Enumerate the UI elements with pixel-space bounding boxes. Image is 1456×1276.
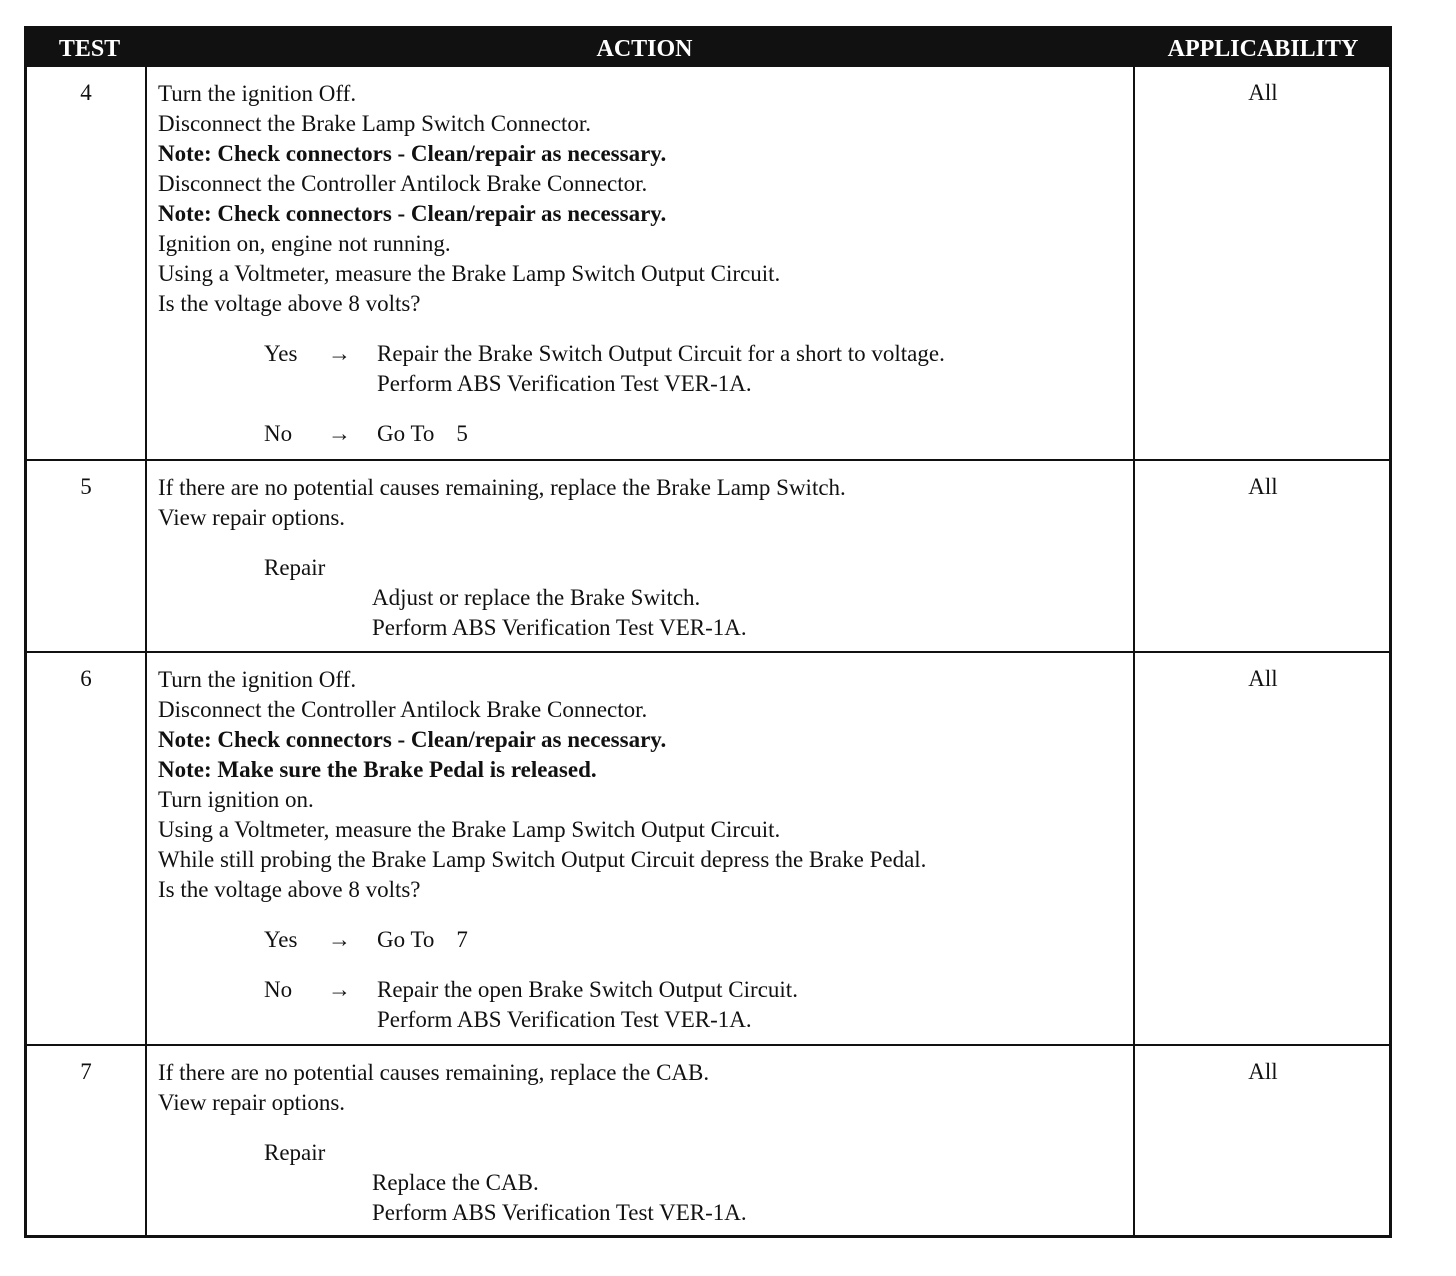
repair-text: Perform ABS Verification Test VER-1A. [372, 615, 747, 640]
arrow-right-icon: → [328, 341, 351, 366]
header-test: TEST [58, 36, 121, 62]
applicability-cell: All [1248, 80, 1278, 105]
note-text: Note: Check connectors - Clean/repair as necessary. [158, 141, 667, 166]
step-text: If there are no potential causes remaining, replace the Brake Lamp Switch. [158, 475, 846, 500]
repair-label: Repair [264, 555, 326, 580]
repair-text: Perform ABS Verification Test VER-1A. [372, 1200, 747, 1225]
no-label: No [264, 421, 293, 446]
step-text: Disconnect the Controller Antilock Brake Connector. [158, 171, 648, 196]
action-cell [149, 1046, 1135, 1235]
table-row [27, 67, 1389, 461]
test-number: 5 [27, 461, 147, 651]
table-row [27, 653, 1389, 1046]
step-text: Ignition on, engine not running. [158, 231, 451, 256]
question-text: Is the voltage above 8 volts? [158, 291, 421, 316]
repair-text: Adjust or replace the Brake Switch. [372, 585, 701, 610]
view-repair-options[interactable]: View repair options. [158, 1090, 346, 1115]
applicability-cell: All [1248, 666, 1278, 691]
table-row [27, 1046, 1389, 1235]
header-applicability: APPLICABILITY [1167, 36, 1359, 62]
step-text: If there are no potential causes remaining, replace the CAB. [158, 1060, 710, 1085]
no-result [158, 975, 1133, 1005]
arrow-right-icon: → [328, 927, 351, 952]
no-action-text: Repair the open Brake Switch Output Circuit. [377, 977, 798, 1002]
view-repair-options[interactable]: View repair options. [158, 505, 346, 530]
no-result-continued [158, 1005, 1133, 1035]
yes-result-continued [158, 369, 1133, 399]
applicability-cell: All [1248, 1059, 1278, 1084]
step-text: While still probing the Brake Lamp Switch Output Circuit depress the Brake Pedal. [158, 847, 927, 872]
yes-result [158, 339, 1133, 369]
table-header [27, 29, 1389, 67]
goto-number: 5 [456, 421, 468, 446]
step-text: Turn the ignition Off. [158, 667, 357, 692]
table-row [27, 461, 1389, 653]
no-action-text: Perform ABS Verification Test VER-1A. [377, 1007, 752, 1032]
note-text: Note: Check connectors - Clean/repair as necessary. [158, 201, 667, 226]
yes-action-text: Perform ABS Verification Test VER-1A. [377, 371, 752, 396]
question-text: Is the voltage above 8 volts? [158, 877, 421, 902]
arrow-right-icon: → [328, 977, 351, 1002]
step-text: Using a Voltmeter, measure the Brake Lamp Switch Output Circuit. [158, 261, 781, 286]
repair-text: Replace the CAB. [372, 1170, 539, 1195]
goto-label: Go To [377, 421, 435, 446]
step-text: Turn the ignition Off. [158, 81, 357, 106]
yes-label: Yes [264, 341, 298, 366]
yes-action-text: Repair the Brake Switch Output Circuit for a short to voltage. [377, 341, 945, 366]
test-number: 7 [27, 1046, 147, 1235]
header-action: ACTION [596, 36, 693, 62]
arrow-right-icon: → [328, 421, 351, 446]
goto-number: 7 [456, 927, 468, 952]
step-text: Turn ignition on. [158, 787, 314, 812]
note-text: Note: Check connectors - Clean/repair as necessary. [158, 727, 667, 752]
applicability-cell: All [1248, 474, 1278, 499]
no-label: No [264, 977, 293, 1002]
test-number: 6 [27, 653, 147, 1044]
step-text: Using a Voltmeter, measure the Brake Lamp Switch Output Circuit. [158, 817, 781, 842]
diagnostic-table [24, 26, 1392, 1238]
test-number: 4 [27, 67, 147, 459]
action-cell [149, 67, 1135, 459]
goto-link[interactable] [377, 419, 468, 449]
note-text: Note: Make sure the Brake Pedal is released. [158, 757, 597, 782]
step-text: Disconnect the Brake Lamp Switch Connector. [158, 111, 592, 136]
goto-link[interactable] [377, 925, 468, 955]
step-text: Disconnect the Controller Antilock Brake Connector. [158, 697, 648, 722]
yes-result [158, 925, 1133, 955]
goto-label: Go To [377, 927, 435, 952]
action-cell [149, 461, 1135, 651]
action-cell [149, 653, 1135, 1044]
repair-label: Repair [264, 1140, 326, 1165]
no-result [158, 419, 1133, 449]
yes-label: Yes [264, 927, 298, 952]
